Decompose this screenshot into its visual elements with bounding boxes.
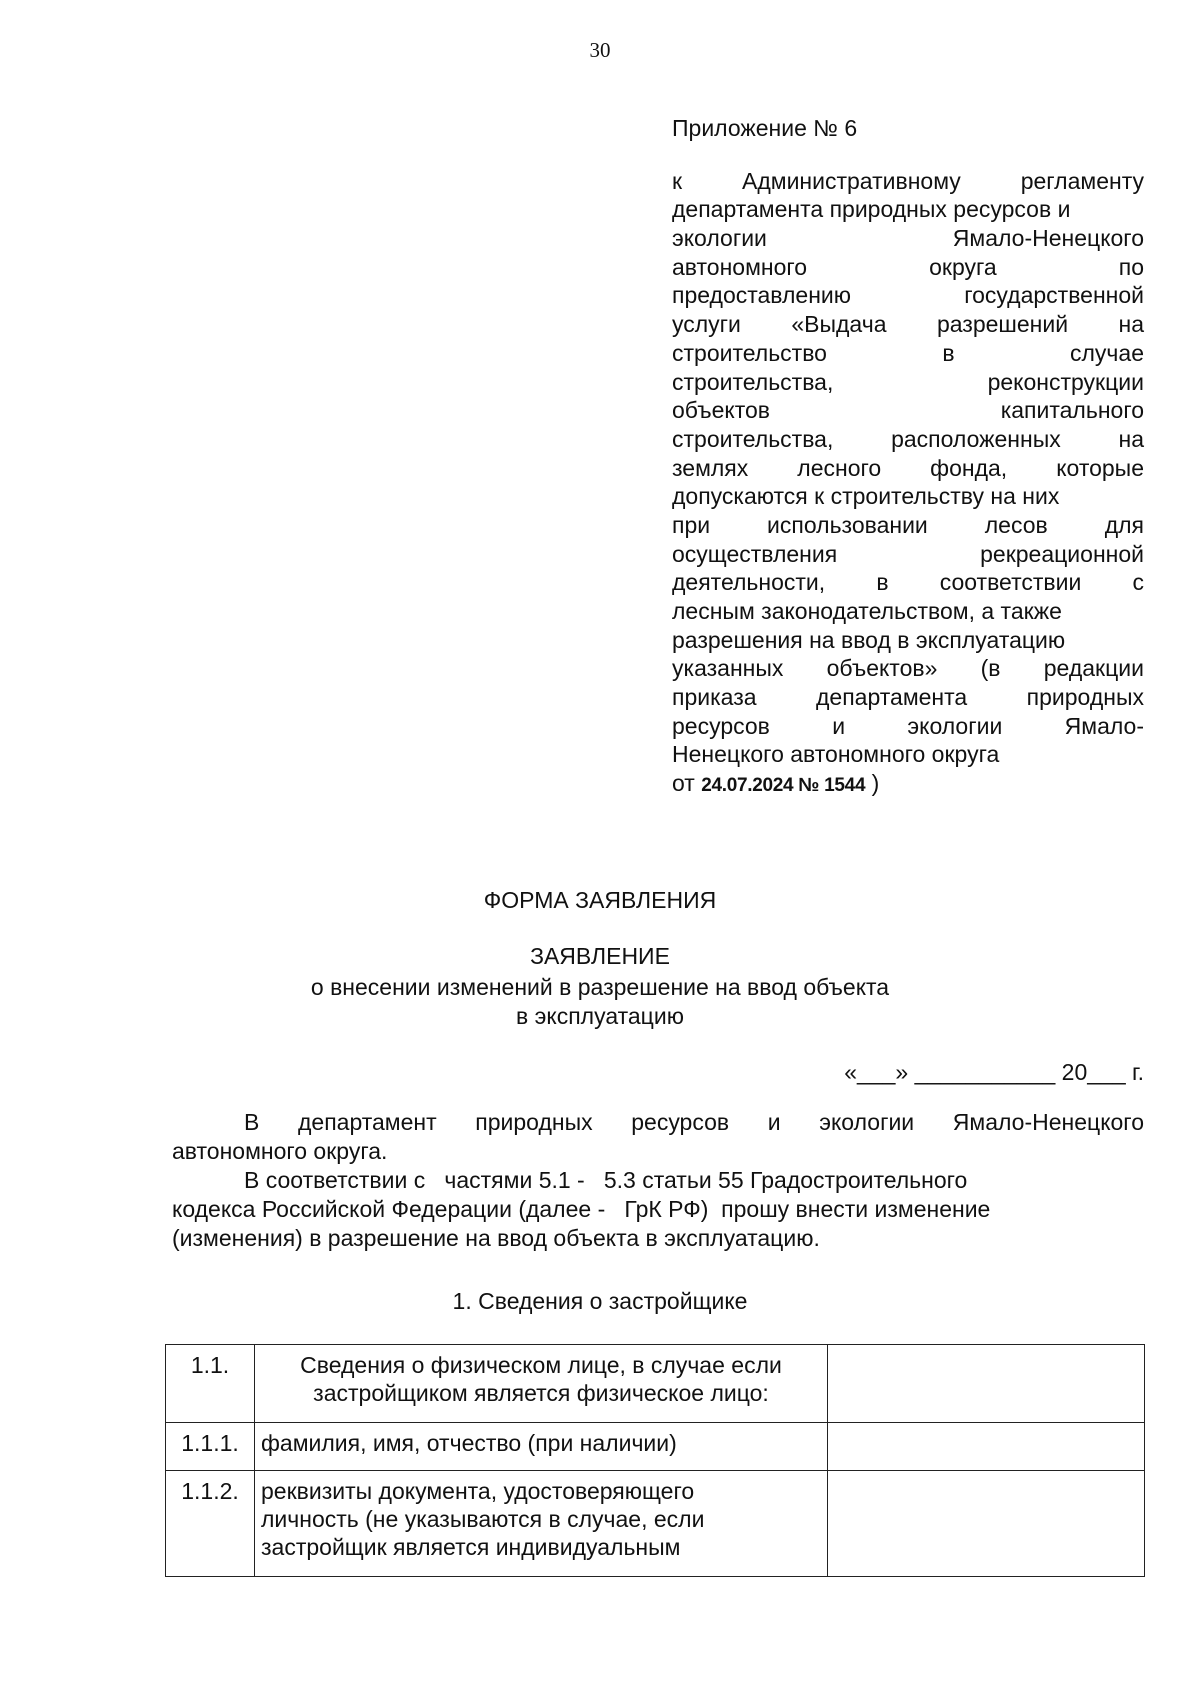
appendix-line: землях лесного фонда, которые (672, 454, 1144, 481)
appendix-line: услуги «Выдача разрешений на (672, 311, 1144, 338)
paragraph-line: кодекса Российской Федерации (далее - ГрК РФ) прошу внести изменение (172, 1196, 991, 1222)
row-label-line: Сведения о физическом лице, в случае если (300, 1352, 782, 1378)
row-number: 1.1. (166, 1345, 255, 1423)
appendix-line: департамента природных ресурсов и (672, 196, 1071, 223)
application-subtitle-line: в эксплуатацию (516, 1003, 684, 1029)
order-reference (672, 769, 1144, 798)
appendix-line: приказа департамента природных (672, 684, 1144, 711)
application-subtitle (0, 973, 1200, 1031)
appendix-line: экологии Ямало-Ненецкого (672, 225, 1144, 252)
appendix-line: ресурсов и экологии Ямало- (672, 712, 1144, 739)
page-number: 30 (589, 38, 611, 62)
row-number: 1.1.2. (166, 1471, 255, 1577)
appendix-line: автономного округа по (672, 253, 1144, 280)
paragraph-line: (изменения) в разрешение на ввод объекта в эксплуатацию. (172, 1225, 820, 1251)
form-heading: ФОРМА ЗАЯВЛЕНИЯ (483, 887, 717, 913)
row-label (255, 1345, 828, 1423)
row-label-line: застройщиком является физическое лицо: (313, 1380, 769, 1406)
paragraph-line: В департамент природных ресурсов и экологии Ямало-Ненецкого (244, 1109, 1144, 1135)
section-title: 1. Сведения о застройщике (452, 1288, 748, 1314)
row-label-line: реквизиты документа, удостоверяющего (261, 1478, 695, 1504)
developer-info-table (165, 1344, 1145, 1577)
appendix-line: лесным законодательством, а также (672, 598, 1062, 625)
row-value-cell[interactable] (828, 1423, 1145, 1471)
request-paragraph (172, 1166, 1144, 1253)
date-field[interactable]: «___» ___________ 20___ г. (844, 1059, 1144, 1085)
table-row (166, 1471, 1145, 1577)
appendix-block (672, 114, 1144, 798)
table-row (166, 1423, 1145, 1471)
row-label-line: застройщик является индивидуальным (261, 1534, 681, 1560)
appendix-line: строительства, реконструкции (672, 368, 1144, 395)
order-date: 24.07.2024 № 1544 (701, 775, 866, 797)
appendix-line: к Административному регламенту (672, 167, 1144, 194)
appendix-line: Ненецкого автономного округа (672, 741, 1000, 768)
appendix-title: Приложение № 6 (672, 115, 858, 141)
order-prefix: от (672, 770, 695, 797)
order-suffix: ) (871, 770, 880, 797)
application-subtitle-line: о внесении изменений в разрешение на ввод объекта (310, 974, 890, 1000)
appendix-line: строительства, расположенных на (672, 425, 1144, 452)
appendix-line: деятельности, в соответствии с (672, 569, 1144, 596)
appendix-line: предоставлению государственной (672, 282, 1144, 309)
paragraph-line: В соответствии с частями 5.1 - 5.3 статьи 55 Градостроительного (244, 1167, 968, 1193)
row-label-line: личность (не указываются в случае, если (261, 1506, 705, 1532)
appendix-text (672, 167, 1144, 798)
appendix-line: осуществления рекреационной (672, 540, 1144, 567)
addressee-paragraph (172, 1108, 1144, 1166)
row-number: 1.1.1. (166, 1423, 255, 1471)
row-value-cell[interactable] (828, 1471, 1145, 1577)
appendix-line: указанных объектов» (в редакции (672, 655, 1144, 682)
row-label (255, 1471, 828, 1577)
appendix-line: при использовании лесов для (672, 511, 1144, 538)
row-value-cell[interactable] (828, 1345, 1145, 1423)
appendix-line: разрешения на ввод в эксплуатацию (672, 626, 1066, 653)
table-row (166, 1345, 1145, 1423)
paragraph-line: автономного округа. (172, 1138, 388, 1164)
appendix-line: строительство в случае (672, 339, 1144, 366)
application-title: ЗАЯВЛЕНИЕ (530, 943, 670, 969)
appendix-line: объектов капитального (672, 397, 1144, 424)
appendix-line: допускаются к строительству на них (672, 483, 1060, 510)
row-label-line: фамилия, имя, отчество (при наличии) (261, 1430, 677, 1456)
row-label (255, 1423, 828, 1471)
